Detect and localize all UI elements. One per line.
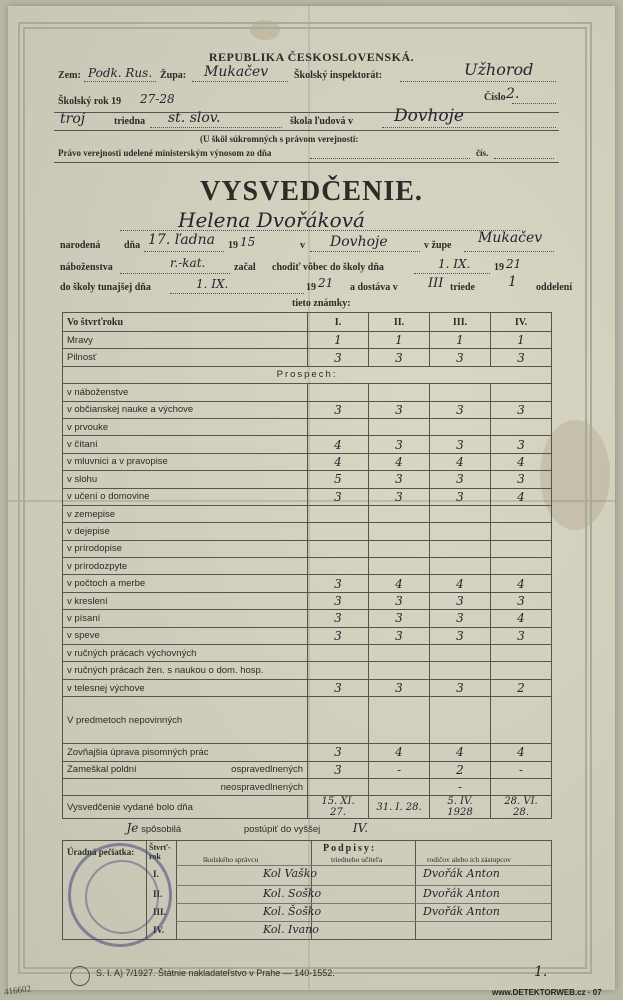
podpisy-label: Podpisy: (323, 843, 377, 854)
grade-cell: - (369, 761, 430, 778)
grade-cell: 3 (430, 488, 491, 505)
triedna-value: st. slov. (168, 110, 221, 126)
birth-place: Dovhoje (330, 234, 388, 250)
birth-day: 17. ľadna (148, 232, 215, 248)
quarter-label: I. (308, 313, 369, 332)
grade-cell: 4 (491, 575, 552, 592)
grade-cell: 3 (491, 436, 552, 453)
subject-name: v telesnej výchove (63, 679, 308, 696)
dna-label: dňa (124, 240, 141, 251)
stvrtrok-label: Štvrť-rok (149, 843, 171, 861)
inspektorat-value: Užhorod (464, 60, 534, 79)
grade-cell: 2 (430, 761, 491, 778)
grade-cell: 3 (308, 349, 369, 366)
skola-value: Dovhoje (394, 106, 464, 126)
subject-name: v mluvnici a v pravopise (63, 453, 308, 470)
grade-cell (369, 523, 430, 540)
vydane-label: Vysvedčenie vydané bolo dňa (63, 796, 308, 819)
grade-cell (308, 505, 369, 522)
grade-cell: 4 (369, 453, 430, 470)
znamky-label: tieto známky: (292, 298, 351, 309)
subject-name: v prírodozpyte (63, 558, 308, 575)
grade-cell (308, 558, 369, 575)
parent-signature: Dvořák Anton (423, 887, 500, 900)
subject-name: v náboženstve (63, 384, 308, 401)
school-type-value: troj (60, 111, 86, 127)
grade-cell (430, 505, 491, 522)
grade-cell: 4 (491, 610, 552, 627)
emblem-icon (70, 966, 90, 986)
grade-cell: 4 (430, 575, 491, 592)
grade-cell: 4 (491, 488, 552, 505)
cis-label: čís. (476, 148, 489, 158)
grade-cell: 3 (491, 471, 552, 488)
v-label: v (300, 240, 305, 251)
grade-cell (308, 662, 369, 679)
grade-cell (430, 540, 491, 557)
grade-cell: 3 (308, 488, 369, 505)
grade-cell: - (491, 761, 552, 778)
grade-cell: 3 (308, 744, 369, 761)
start-year: 21 (506, 257, 522, 271)
grade-cell: 3 (308, 679, 369, 696)
grade-cell: 3 (369, 471, 430, 488)
grade-cell: 4 (308, 453, 369, 470)
grade-cell: 3 (430, 679, 491, 696)
grade-cell (430, 558, 491, 575)
grade-cell: 3 (430, 349, 491, 366)
grade-cell: 4 (430, 744, 491, 761)
quarter-label: III. (430, 313, 491, 332)
certificate-title: VYSVEDČENIE. (200, 176, 423, 207)
grade-cell: 3 (491, 627, 552, 644)
grade-cell (308, 778, 369, 795)
dostava-label: a dostáva v (350, 282, 398, 293)
grade-cell: 3 (369, 679, 430, 696)
cislo-value: 2. (506, 86, 520, 102)
grade-cell (491, 523, 552, 540)
sig-quarter: I. (153, 869, 159, 879)
birth-year-prefix: 19 (228, 240, 238, 251)
grade-cell (308, 384, 369, 401)
subject-name: v slohu (63, 471, 308, 488)
postupit-label: postúpiť do vyššej (243, 824, 321, 836)
zupe-label: v župe (424, 240, 452, 251)
triedna-label: triedna (114, 116, 146, 127)
uradna-label: Úradná pečiatka: (67, 847, 135, 857)
skola-label: škola ľudová v (290, 116, 354, 127)
zupa-value: Mukačev (204, 64, 269, 80)
grade-cell: 3 (308, 592, 369, 609)
subject-name: v počtoch a merbe (63, 575, 308, 592)
parent-signature: Dvořák Anton (423, 905, 500, 918)
local-year: 21 (318, 276, 334, 290)
grade-cell (491, 558, 552, 575)
republic-heading: REPUBLIKA ČESKOSLOVENSKÁ. (208, 50, 415, 64)
grade-cell: 4 (430, 453, 491, 470)
behaviour-subject: Pilnosť (63, 349, 308, 366)
inspektorat-label: Školský inspektorát: (294, 70, 383, 81)
grade-cell: 3 (369, 436, 430, 453)
grade-cell: 1 (308, 332, 369, 349)
subject-name: v písaní (63, 610, 308, 627)
sig-quarter: IV. (153, 925, 165, 935)
local-date: 1. IX. (196, 277, 229, 291)
grade-cell: - (430, 778, 491, 795)
issue-date: 15. XI. 27. (308, 796, 369, 819)
religion: r.-kat. (170, 256, 206, 270)
nepovinne-label: V predmetoch nepovinných (63, 697, 308, 744)
watermark: www.DETEKTORWEB.cz · 07 (492, 988, 602, 997)
grade-cell (430, 384, 491, 401)
grade-cell: 4 (491, 453, 552, 470)
director-signature: Kol. Šoško (263, 905, 322, 918)
grade-cell (430, 523, 491, 540)
birth-zupa: Mukačev (478, 230, 543, 246)
grade-cell: 3 (491, 401, 552, 418)
subject-name: v čítaní (63, 436, 308, 453)
subject-name: v prvouke (63, 418, 308, 435)
serial-number: 416602 (3, 983, 32, 997)
quarter-label: IV. (491, 313, 552, 332)
sig-quarter: II. (153, 889, 163, 899)
start-year-prefix: 19 (494, 262, 504, 273)
grade-cell: 3 (369, 401, 430, 418)
grade-cell: 3 (369, 627, 430, 644)
quarter-header: Vo štvrťroku (63, 313, 308, 332)
zem-label: Zem: (58, 70, 81, 81)
grades-table (62, 312, 552, 837)
grade-cell (491, 505, 552, 522)
grade-cell: 3 (491, 349, 552, 366)
subject-name: v zemepise (63, 505, 308, 522)
subject-name: v kreslení (63, 592, 308, 609)
grade-cell: 1 (491, 332, 552, 349)
oddelenie-value: 1 (508, 274, 517, 290)
grade-cell: 4 (369, 744, 430, 761)
subject-name: v prírodopise (63, 540, 308, 557)
subject-name: v speve (63, 627, 308, 644)
grade-cell (369, 384, 430, 401)
sig-quarter: III. (153, 907, 166, 917)
grade-cell (491, 384, 552, 401)
director-signature: Kol. Ivano (263, 923, 319, 936)
grade-cell (430, 645, 491, 662)
school-year-value: 27-28 (140, 92, 175, 106)
grade-cell (308, 523, 369, 540)
tunajsej-label: do školy tunajšej dňa (60, 282, 151, 293)
grade-cell: 3 (308, 610, 369, 627)
sposobila-label: spôsobilá (141, 824, 182, 836)
zem-value: Podk. Rus. (88, 66, 153, 80)
grade-cell: 3 (308, 761, 369, 778)
grade-cell (369, 418, 430, 435)
grade-cell: 3 (369, 610, 430, 627)
cislo-label: Číslo (484, 92, 506, 103)
issue-date: 31. I. 28. (369, 796, 430, 819)
nabozenstva-label: náboženstva (60, 262, 113, 273)
chodit-label: chodiť vôbec do školy dňa (272, 262, 384, 273)
birth-year: 15 (240, 235, 256, 249)
prospech-label: Prospech: (63, 366, 552, 383)
grade-cell (369, 505, 430, 522)
grade-cell (369, 558, 430, 575)
grade-cell (369, 778, 430, 795)
subject-name: v ručných prácach žen. s naukou o dom. hosp. (63, 662, 308, 679)
grade-cell: 3 (430, 471, 491, 488)
local-year-prefix: 19 (306, 282, 316, 293)
sposobila-value: Je (126, 821, 139, 836)
subject-name: v ručných prácach výchovných (63, 645, 308, 662)
student-name: Helena Dvořáková (178, 208, 365, 232)
grade-cell (491, 662, 552, 679)
grade-cell (430, 662, 491, 679)
grade-cell (430, 418, 491, 435)
postupit-value: IV. (352, 821, 369, 836)
subject-name: v občianskej nauke a výchove (63, 401, 308, 418)
grade-cell: 4 (491, 744, 552, 761)
triede-label: triede (450, 282, 475, 293)
ospravedlnenych-label: ospravedlnených (231, 764, 303, 776)
grade-cell (491, 778, 552, 795)
grade-cell: 4 (308, 436, 369, 453)
grade-cell: 5 (308, 471, 369, 488)
grade-cell (308, 418, 369, 435)
triedny-label: triedneho učiteľa (331, 855, 383, 864)
grade-cell (491, 645, 552, 662)
grade-cell: 4 (369, 575, 430, 592)
private-school-note: (U škôl súkromných s právom verejnosti: (200, 134, 359, 144)
behaviour-subject: Mravy (63, 332, 308, 349)
parent-signature: Dvořák Anton (423, 867, 500, 880)
grade-cell: 1 (369, 332, 430, 349)
pravo-label: Právo verejnosti udelené ministerským výnosom zo dňa (58, 148, 272, 158)
rodicia-label: rodičov alebo ich zástupcov (427, 855, 511, 864)
director-signature: Kol. Soško (263, 887, 322, 900)
grade-cell: 3 (369, 488, 430, 505)
subject-name: v dejepise (63, 523, 308, 540)
grade-cell: 3 (369, 592, 430, 609)
zameskal-label: Zameškal poldní (67, 764, 137, 776)
start-date: 1. IX. (438, 257, 471, 271)
grade-cell (308, 540, 369, 557)
issue-date: 28. VI. 28. (491, 796, 552, 819)
printer-code: S. I. A) 7/1927. Štátnie nakladateľstvo v Prahe — 140-1552. (96, 968, 335, 978)
grade-cell: 3 (430, 610, 491, 627)
trieda-value: III (428, 276, 444, 291)
grade-cell: 3 (430, 436, 491, 453)
director-signature: Kol Vaško (263, 867, 317, 880)
grade-cell (308, 645, 369, 662)
grade-cell (369, 540, 430, 557)
grade-cell (369, 645, 430, 662)
grade-cell: 3 (491, 592, 552, 609)
grade-cell: 2 (491, 679, 552, 696)
skolsky-label: školského správcu (203, 855, 259, 864)
footer-mark: 1. (534, 964, 548, 980)
narodena-label: narodená (60, 240, 101, 251)
grade-cell: 3 (430, 592, 491, 609)
official-stamp (68, 843, 172, 947)
uprava-label: Zovňajšia úprava pisomných prác (63, 744, 308, 761)
issue-date: 5. IV. 1928 (430, 796, 491, 819)
school-year-label: Školský rok 19 (58, 96, 122, 107)
grade-cell (369, 662, 430, 679)
zacal-label: začal (234, 262, 256, 273)
grade-cell: 3 (308, 401, 369, 418)
grade-cell: 3 (308, 575, 369, 592)
grade-cell: 3 (430, 627, 491, 644)
neospravedlnenych-label: neospravedlnených (63, 778, 308, 795)
grade-cell: 3 (308, 627, 369, 644)
oddeleni-label: oddelení (536, 282, 573, 293)
zupa-label: Župa: (160, 70, 187, 81)
quarter-label: II. (369, 313, 430, 332)
grade-cell: 1 (430, 332, 491, 349)
grade-cell: 3 (369, 349, 430, 366)
subject-name: v učení o domovine (63, 488, 308, 505)
grade-cell (491, 418, 552, 435)
grade-cell (491, 540, 552, 557)
grade-cell: 3 (430, 401, 491, 418)
